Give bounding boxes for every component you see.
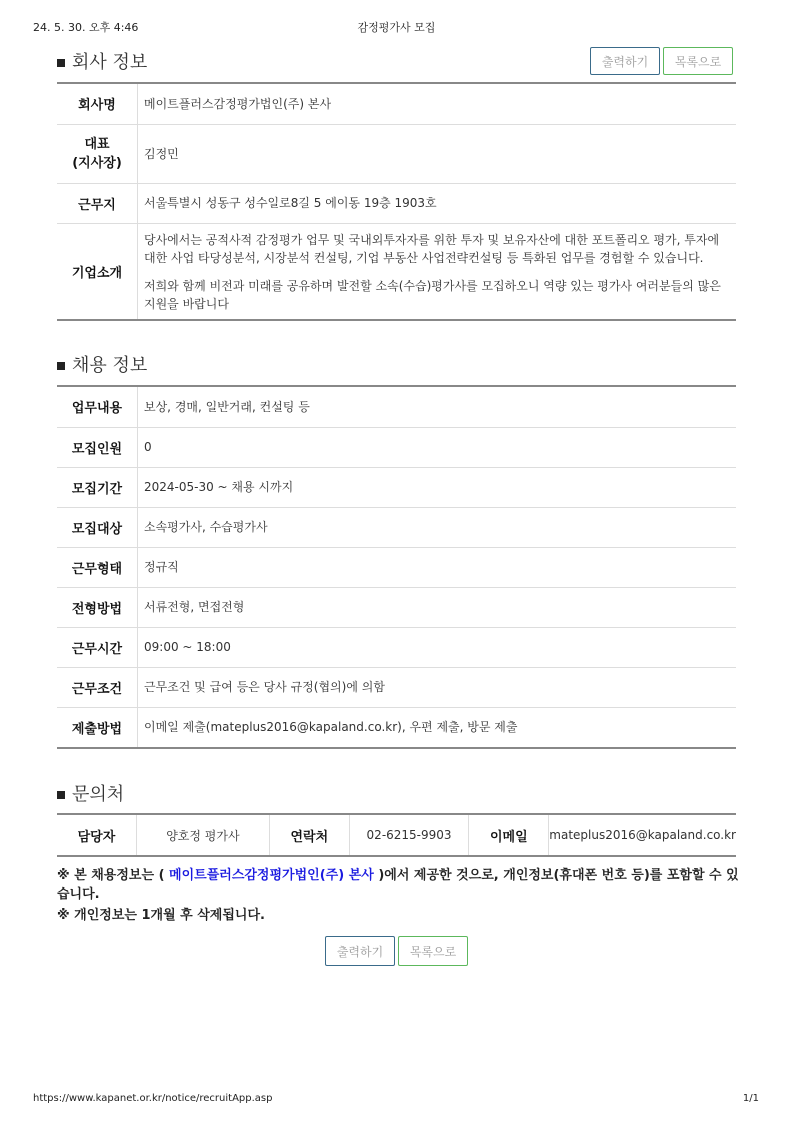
table-row — [57, 183, 736, 223]
deletion-notice: ※ 개인정보는 1개월 후 삭제됩니다. — [57, 908, 265, 923]
document-title: 감정평가사 모집 — [357, 21, 436, 34]
contact-table — [57, 815, 736, 855]
headcount-label: 모집인원 — [57, 427, 138, 467]
page-url: https://www.kapanet.or.kr/notice/recruitApp.asp — [33, 1093, 273, 1104]
representative-label — [57, 124, 138, 183]
table-row — [57, 707, 736, 747]
square-bullet-icon — [57, 362, 65, 370]
recruit-info-table — [57, 387, 736, 747]
representative-label-text: 대표 (지사장) — [72, 136, 122, 171]
page-number: 1/1 — [742, 1093, 759, 1104]
notice-prefix: ※ 본 채용정보는 ( — [57, 868, 170, 883]
recruit-period-label: 모집기간 — [57, 467, 138, 507]
notice-suffix: )에서 제공한 것으로, 개인정보(휴대폰 번호 등)를 포함할 수 있습니다. — [57, 868, 739, 902]
target-label: 모집대상 — [57, 507, 138, 547]
print-button-top[interactable]: 출력하기 — [590, 47, 660, 75]
company-info-table — [57, 84, 736, 321]
contact-section-title: 문의처 — [57, 780, 124, 806]
work-conditions-value: 근무조건 및 급여 등은 당사 규정(협의)에 의함 — [144, 680, 385, 694]
table-row — [57, 84, 736, 124]
company-name-label: 회사명 — [57, 84, 138, 124]
company-section-title: 회사 정보 — [57, 48, 147, 74]
employment-type-value: 정규직 — [144, 560, 179, 574]
notice-company-name: 메이트플러스감정평가법인(주) 본사 — [169, 868, 374, 883]
email-label: 이메일 — [469, 815, 549, 855]
phone-value: 02-6215-9903 — [349, 815, 469, 855]
email-value: mateplus2016@kapaland.co.kr — [549, 828, 736, 842]
company-intro-label: 기업소개 — [57, 223, 138, 320]
table-row — [57, 467, 736, 507]
work-conditions-label: 근무조건 — [57, 667, 138, 707]
table-row — [57, 507, 736, 547]
list-button-top[interactable]: 목록으로 — [663, 47, 733, 75]
phone-label: 연락처 — [269, 815, 349, 855]
employment-type-label: 근무형태 — [57, 547, 138, 587]
work-hours-value: 09:00 ~ 18:00 — [144, 640, 231, 654]
table-row — [57, 223, 736, 320]
contact-table-bottom-border — [57, 855, 736, 857]
recruit-period-value: 2024-05-30 ~ 채용 시까지 — [144, 480, 294, 494]
privacy-notice — [57, 866, 747, 904]
job-duties-label: 업무내용 — [57, 387, 138, 427]
representative-value: 김정민 — [144, 146, 179, 161]
table-row — [57, 815, 736, 855]
manager-value: 양호정 평가사 — [136, 815, 269, 855]
recruit-section-title: 채용 정보 — [57, 351, 147, 377]
table-row — [57, 387, 736, 427]
table-row — [57, 124, 736, 183]
table-row — [57, 587, 736, 627]
submission-method-value: 이메일 제출(mateplus2016@kapaland.co.kr), 우편 제출, 방문 제출 — [144, 720, 518, 735]
table-row — [57, 547, 736, 587]
selection-method-label: 전형방법 — [57, 587, 138, 627]
company-table-bottom-border — [57, 319, 736, 321]
table-row — [57, 427, 736, 467]
print-datetime: 24. 5. 30. 오후 4:46 — [33, 21, 139, 34]
submission-method-label: 제출방법 — [57, 707, 138, 747]
headcount-value: 0 — [144, 440, 152, 454]
company-intro-paragraph-1: 당사에서는 공적사적 감정평가 업무 및 국내외투자자를 위한 투자 및 보유자산에 대한 포트폴리오 평가, 투자에 대한 사업 타당성분석, 시장분석 컨설팅, 기업 부동산 사업전략컨설팅 등 특화된 업무를 경험할 수 있습니다. — [144, 232, 720, 265]
print-button-bottom[interactable]: 출력하기 — [325, 936, 395, 966]
selection-method-value: 서류전형, 면접전형 — [144, 600, 245, 614]
target-value: 소속평가사, 수습평가사 — [144, 520, 268, 534]
company-intro-value — [138, 223, 737, 320]
job-duties-value: 보상, 경매, 일반거래, 컨설팅 등 — [144, 399, 310, 414]
table-row — [57, 627, 736, 667]
company-name-value: 메이트플러스감정평가법인(주) 본사 — [144, 96, 332, 111]
workplace-value: 서울특별시 성동구 성수일로8길 5 에이동 19층 1903호 — [144, 196, 437, 210]
recruit-table-bottom-border — [57, 747, 736, 749]
square-bullet-icon — [57, 791, 65, 799]
company-intro-paragraph-2: 저희와 함께 비전과 미래를 공유하며 발전할 소속(수습)평가사를 모집하오니 역량 있는 평가사 여러분들의 많은 지원을 바랍니다 — [144, 278, 721, 311]
manager-label: 담당자 — [57, 815, 136, 855]
square-bullet-icon — [57, 59, 65, 67]
table-row — [57, 667, 736, 707]
work-hours-label: 근무시간 — [57, 627, 138, 667]
workplace-label: 근무지 — [57, 183, 138, 223]
list-button-bottom[interactable]: 목록으로 — [398, 936, 468, 966]
